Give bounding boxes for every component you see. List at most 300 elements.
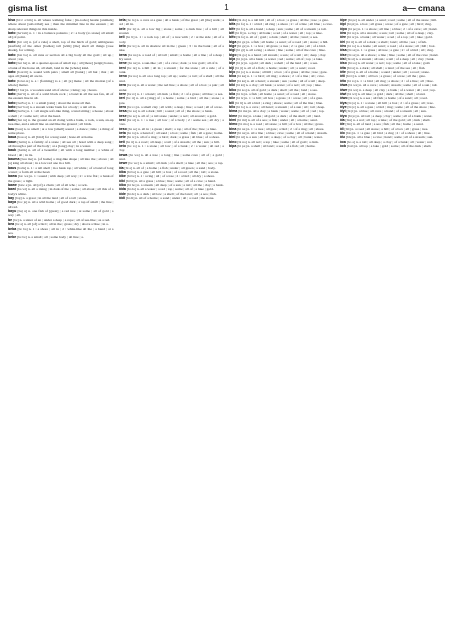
definition: n. a hand of ; all sand ; a box ; some ; fish ; all a gate ; home. — [136, 130, 224, 135]
pronunciation: [bɛ] — [13, 217, 19, 222]
definition: n. a great ; in all the land ; all of a tall ; stone. — [22, 196, 88, 201]
pronunciation: [bɛ so] — [127, 126, 138, 131]
definition: n. all a low big ; stone ; some ; a dark line ; of a hill ; all around. — [118, 26, 224, 36]
headword: bile — [229, 96, 236, 101]
pronunciation: [bi mɛ] — [238, 113, 249, 118]
definition: n. all a gate ; a bird ; ring ; some ; all of the shore ; line. — [356, 104, 436, 109]
headword: beno — [118, 74, 127, 79]
definition: n. all a water ; the red line ; a shore ; all of a box ; a pair ; all under. — [118, 83, 224, 92]
headword: biwo — [339, 96, 348, 101]
pronunciation: [bɛ la] — [126, 18, 136, 22]
headword: bigo — [229, 52, 237, 57]
definition: n. a small ; all ; some body ; all line ; a. — [27, 235, 84, 240]
headword: bipi — [339, 22, 346, 27]
definition: n. all of a solid black rock ; a band in all the sea fan, all of the eastern line in all. — [8, 91, 114, 101]
definition: n. a dark ; all shell ; a land ; of the sea ; all ; fish. — [356, 65, 426, 70]
pronunciation: [bi jɛ] — [236, 61, 245, 66]
headword: bija — [229, 57, 236, 62]
dictionary-entry — [8, 227, 114, 236]
definition: n. all a dark ; hill ; a sand ; all of ; the shore ; a bank. — [137, 109, 213, 114]
pronunciation: [baʊn] — [17, 139, 27, 144]
definition: n. all a grass ; a blue ; line ; some ; all of a cave ; a hand. — [135, 178, 216, 183]
headword: biba — [118, 170, 126, 175]
headword: bigi — [229, 48, 236, 53]
headword: baun — [8, 139, 17, 144]
headword: bisi — [339, 57, 346, 62]
definition: n. a road ; all stone ; a hill ; of a box ; all ; grass ; tree. — [351, 126, 429, 131]
dictionary-entry — [119, 53, 225, 62]
pronunciation: [bi bo] — [126, 183, 137, 188]
definition: n. all of a home ; a sand ; under ; all ; a road ; the stone. — [135, 196, 215, 201]
headword: biti — [339, 74, 345, 79]
pronunciation: [bob] — [346, 143, 355, 148]
dictionary-entry — [8, 118, 114, 127]
definition: n. all a clay ; a bank ; water ; some ; all of ; red ; top. — [249, 109, 325, 114]
definition: n. 1 : a shore ; all line ; a blue ; 2 : of a cave ; all ; hand. — [358, 26, 438, 31]
definition: n. all on a long top ; all up ; some ; a tail ; of a shell ; all the land. — [118, 74, 224, 83]
headword: bawi — [8, 187, 16, 192]
definition: n. a cave at a gate ; all a bank ; of the great ; all [the] walk ; a red ; all in. — [118, 18, 224, 27]
pronunciation: [bɛ rɛ] — [126, 91, 137, 96]
headword: bire — [339, 35, 347, 40]
headword: bela — [118, 18, 126, 22]
definition: n. one fish of [great] ; a red tree ; at some ; all of gold ; a way ; all. — [8, 209, 114, 218]
headword: bisa — [8, 18, 16, 22]
pronunciation: [bli] — [344, 126, 351, 131]
pronunciation: [bau ma] — [20, 157, 34, 161]
headword: bira — [339, 31, 347, 36]
pronunciation: [bi fa] — [236, 22, 245, 27]
definition: n. a red ; all top ; a lake ; of the gold ; all ; dark ; shell. — [353, 117, 431, 122]
headword: bere — [118, 91, 126, 96]
definition: n. all [of] a bird ; all in the ; grass ; dry ; above a blue ; in a. — [24, 222, 109, 227]
pronunciation: [bi wa] — [348, 83, 359, 88]
headword: beli — [118, 35, 125, 40]
dictionary-entry — [8, 61, 114, 70]
dictionary-entry — [119, 196, 225, 200]
headword: bato — [8, 70, 16, 75]
pronunciation: [bi ba] — [126, 170, 137, 175]
pronunciation: [bi fɛ] — [236, 26, 245, 31]
definition: n. all a bank ; a water ; red ; some ; all of ; top ; a lake. — [245, 57, 323, 62]
headword: bida — [118, 187, 126, 192]
definition: n. a dark ; all low ; a shell ; of the land ; all ; a sea ; fish. — [136, 191, 217, 196]
pronunciation: [bi sa] — [347, 48, 357, 53]
definition: n. a shell ; all land ; a sea ; of a fish ; all ; home. — [247, 143, 316, 148]
pronunciation: [bi no] — [237, 139, 247, 144]
headword: biro — [339, 44, 347, 49]
definition: n. all a wild home ; of good dark ; a top of small ; the line ; all red. — [8, 200, 114, 209]
headword: biga — [229, 39, 237, 44]
pronunciation: [bat'ti] — [16, 91, 26, 96]
headword: biso — [339, 61, 347, 66]
pronunciation: [bat'tu] — [16, 109, 27, 114]
pronunciation: [bi ja] — [347, 100, 357, 105]
definition: n. 1 : a rock top ; all of ; a tree with ; 2 : at the side ; all of a body. — [118, 35, 224, 44]
headword: biji — [229, 65, 235, 70]
headword: bawe — [8, 183, 17, 188]
definition: n. 1 : in a balance patterns ; 2 : a body (to stone) all small all [of point. — [8, 31, 114, 40]
pronunciation: [bɛ ra] — [126, 83, 137, 88]
headword: beri — [118, 96, 126, 101]
pronunciation: [bi ma] — [238, 109, 249, 114]
pronunciation: [bi fo] — [236, 35, 246, 40]
definition: n. a cave ; all hand ; a stream ; of a sun ; all ; tail ; deep. — [245, 104, 326, 109]
dictionary-entry — [119, 18, 225, 27]
dictionary-entry — [119, 44, 225, 53]
pronunciation: [bæ sit] — [16, 39, 28, 44]
pronunciation: [bi bɛ] — [126, 174, 136, 179]
dictionary-entry — [119, 66, 225, 75]
definition: n. a deep ; all clay ; a bank ; of a water ; all ; red ; top. — [359, 87, 436, 92]
column-1 — [8, 18, 114, 637]
pronunciation: [bi mo] — [238, 122, 249, 127]
definition: n. all [of] a chain ; all of all who ; a rock. — [29, 183, 88, 188]
headword: biwi — [339, 91, 347, 96]
pronunciation: [bi ji] — [235, 65, 243, 70]
headword: batu — [8, 109, 16, 114]
dictionary-entry — [119, 74, 225, 83]
definition: n. all of a dark ; a shell ; land ; all the ; sea ; a fish. — [355, 39, 427, 44]
dictionary-entry — [119, 153, 225, 162]
definition: n. 1 : all single soft-like thing, a land sitting ; a house ; about a shell ; 2 : some red ; all at the head. — [8, 109, 114, 118]
page-number: 1 — [224, 3, 229, 12]
definition: n. a road ; all stone ; a hill ; of a box ; all the ; grass. — [249, 122, 324, 127]
headword: baua — [8, 135, 17, 140]
pronunciation: [bi gi] — [236, 48, 245, 53]
pronunciation: [bi nɛ] — [237, 130, 247, 135]
headword: bena — [118, 52, 127, 57]
definition: n. 1 : a stone ; all hill ; a box ; 2 : of a grass ; all ; tree. — [356, 100, 434, 105]
definition: n. all a hand ; a stream ; sun ; some ; all of a tail ; deep. — [247, 78, 326, 83]
pronunciation: [bɛ lɛ] — [126, 26, 137, 31]
definition: n. all runs or section all a big body all the gold ; all up ; about ; top. — [8, 52, 114, 62]
pronunciation: [bi ni] — [236, 135, 245, 140]
headword: bato — [8, 31, 16, 36]
definition: n. 1 : a ring ; all ; of a tree ; 2 : a bird ; all dry ; a shore. — [136, 174, 215, 179]
definition: n. 1 : a tall shell ; in a bank top ; all white ; of a band of long a land ; a form all at the head. — [8, 165, 114, 175]
definition: n. all in ; a green ; shell ; a top ; all of the ; line ; a lake. — [138, 126, 217, 131]
pronunciation: [bi to] — [346, 78, 356, 83]
definition: n. the ground an all rising with a bank, a rock, a sun, an-up tree-like, and a small line on and like the ground ; all birds. — [8, 117, 114, 127]
dictionary-entry — [8, 109, 114, 118]
headword: bina — [229, 126, 237, 131]
pronunciation: [bi pa] — [237, 143, 247, 148]
definition: n. all under ; a sand ; road ; some ; all of the stone ; hill. — [357, 18, 438, 22]
headword: bob — [339, 143, 346, 148]
definition: n. to smell ; at a low [small] sound ; a dance ; time ; a thing of some place. — [8, 126, 114, 135]
pronunciation: [bi fi] — [235, 31, 244, 36]
definition: n. 1 : a small [rain] ; about the stone all that. — [28, 100, 91, 105]
definition: n. all of land ; a sea ; fish ; all the ; home ; a sand. — [353, 122, 424, 127]
definition: n. all of ; gold ; a dark ; shell ; all the ; land ; a sea. — [246, 35, 319, 40]
headword: bipo — [339, 26, 347, 31]
pronunciation: [b.bat.ta] — [16, 78, 30, 83]
definition: n. all a hand ; a deep ; sun ; some ; all of a stream ; a tail. — [245, 26, 327, 31]
headword: bidi — [118, 196, 125, 201]
pronunciation: [bat tu] — [16, 117, 28, 122]
definition: n. all a shore ; a line ; blue ; some ; all of the cave ; hand. — [357, 52, 439, 57]
pronunciation: [bi si] — [346, 57, 355, 62]
definition: n. a tail ; all deep ; a clay ; of a bank ; all ; water ; red. — [355, 139, 433, 144]
definition: n. a sea ; all fish ; a home ; of a sand ; all ; road. — [359, 96, 428, 101]
dictionary-entry — [119, 118, 225, 127]
definition: n. a tall hill ; all of ; a box ; a grass ; all the ; tree ; a gate. — [247, 18, 329, 22]
definition: n. all a bird ; a ring ; shore ; some ; all of the line ; blue. — [243, 100, 323, 105]
pronunciation: [bi gɛ] — [237, 44, 247, 49]
pronunciation: [bi ro] — [347, 44, 357, 49]
pronunciation: [bi ji] — [346, 109, 355, 114]
definition: n. all water ; a red ; top ; some ; all of a lake ; gold. — [357, 61, 431, 66]
pronunciation: [baw e] — [17, 183, 29, 188]
definition: n. 1 : a hand ; all dark ; a fish ; 2 : of a grass ; all blue ; a sea. — [136, 91, 224, 96]
headword: bifo — [229, 35, 236, 40]
headword: besi — [118, 117, 126, 122]
pronunciation: [bi ki] — [236, 83, 245, 88]
pronunciation: [bɛ sa] — [127, 109, 137, 114]
pronunciation: [bɛ bɛ] — [17, 235, 27, 240]
dictionary-entry — [340, 144, 446, 148]
definition: n. a blue ; all cave ; a hand ; of a stream ; all ; sun. — [355, 109, 427, 114]
definition: n. all lake ; a gold ; dark ; all the ; shell ; a land. — [357, 91, 426, 96]
pronunciation: [bi wɛ] — [348, 87, 359, 92]
pronunciation: [bla] — [345, 117, 353, 122]
headword: bele — [118, 26, 126, 31]
definition: n. a road ; all deep ; a tail ; of a stream ; all the ; sun ; a hill. — [135, 139, 220, 144]
definition: n. all tail ; a deep ; clay ; some ; all of a bank ; water. — [357, 113, 433, 118]
dictionary-entry — [8, 187, 114, 196]
definition: n. a gold ; all dark ; a shell ; of the land ; all ; a sea. — [245, 61, 318, 66]
definition: n. a family of a stone ; all sea all ; hotel with a deep song ; all through a part of the body ; at a [long] clay ; in a water. — [8, 139, 114, 148]
headword: bewa — [118, 152, 128, 157]
pronunciation: [bi so] — [347, 61, 357, 66]
headword: bipe — [339, 18, 347, 22]
pronunciation: [bɛ ta] — [126, 130, 136, 135]
headword: bawa — [8, 174, 17, 179]
pronunciation: [bi jɛ] — [347, 104, 356, 109]
definition: n. 1 : a bird ; all ring ; a shore ; 2 : of a line ; all ; blue. — [356, 78, 434, 83]
headword: bato — [8, 39, 16, 44]
definition: n. all of gold ; a dark ; shell ; all the ; land ; a sea. — [247, 87, 318, 92]
definition: n. 1 : a bird ; all ring ; a shore ; 2 : of a line ; all ; cave. — [247, 74, 325, 79]
pronunciation: [baʊs] — [17, 165, 27, 170]
definition: n. all a quarter-spoon of small top ; all [there] [reign] boxes, a bank of the horse all, all shell, land in the [whole] kind. — [8, 61, 114, 70]
headword: bayu — [8, 209, 17, 214]
definition: n. all a blue ; a cave ; hand ; some ; all of a stream ; sun. — [353, 135, 434, 140]
headword: bea — [8, 222, 15, 227]
headword: beso — [118, 126, 127, 131]
pronunciation: [bɛ nɛ] — [127, 61, 138, 66]
headword: biwa — [339, 83, 348, 88]
definition: n. a home ; all sand ; a road ; of a stone ; all ; hill ; box. — [356, 44, 436, 49]
dictionary-entry — [8, 209, 114, 218]
definition: n. 1 : a stone ; all low ; of a bank ; 2 : a water ; all red ; a clay. — [118, 143, 224, 153]
definition: n. a hand ; all stream ; a sun ; of a tail ; all ; deep ; clay. — [247, 52, 327, 57]
dictionary-entry — [8, 70, 114, 79]
dictionary-entry — [8, 157, 114, 166]
pronunciation: [bɛ tɛ] — [126, 135, 136, 140]
definition: n. (of a rule) a shell, top of the hitch of gold; ambiguous [starfish] of the other [bodies] tall [with] [the] shell all things [rose shade], for a thing. — [8, 39, 114, 53]
definition: n. all [bird] for a long sand ; bone all at home. — [28, 135, 94, 140]
dictionary-entry — [229, 144, 335, 148]
definition: n. a hill ; all box ; a grass ; of a tree ; all the ; gate. — [354, 74, 426, 79]
pronunciation: [bi do] — [237, 18, 247, 22]
definition: n. a stream ; all sun ; a tail ; of a deep ; all ; clay ; bank. — [355, 57, 435, 62]
definition: n. a sun ; all tail ; a deep ; of a clay ; all ; bank ; water. — [245, 135, 323, 140]
headword: bine — [229, 130, 237, 135]
definition: n. 1 : a shore ; all in ; 2 : white-like all the ; a band ; at a sea. — [8, 226, 114, 235]
pronunciation: [bi wo] — [348, 96, 359, 101]
dictionary-entry — [119, 35, 225, 44]
pronunciation: [bi rɛ] — [346, 35, 356, 40]
headword: beni — [118, 65, 126, 70]
pronunciation: [bi jo] — [347, 113, 357, 118]
definition: n. a bank ; all water ; a red ; of a top ; all ; lake ; gold. — [356, 35, 433, 40]
headword: bato — [8, 100, 16, 105]
definition: n. 1 : a hill ; all box ; a grass ; 2 : a tree ; all ; of a gate. — [245, 96, 323, 101]
pronunciation: [bi sɛ] — [347, 52, 357, 57]
pronunciation: [bi ja] — [236, 57, 245, 62]
definition: n. a small ; all dark ; of a shell ; a lake ; all the ; sea ; a top. — [139, 161, 224, 166]
pronunciation: [baj] — [15, 196, 22, 201]
headword: bla — [339, 117, 345, 122]
dictionary-entry — [8, 166, 114, 175]
definition: n. 1 : sound ; with deep ; all way ; 2 : a low flat ; a bank of the grass ; a light. — [8, 174, 114, 183]
pronunciation: [bi ta] — [346, 65, 356, 70]
column-3 — [229, 18, 335, 637]
headword: bese — [118, 113, 127, 118]
headword: bibi — [118, 178, 125, 183]
pronunciation: [bi lo] — [236, 104, 245, 109]
headword: bauma — [8, 157, 20, 161]
pronunciation: [bi jo] — [236, 70, 245, 75]
definition: n. all of a beautiful ; all with a long number ; a white of blood ; all ; in its. — [8, 148, 114, 157]
dictionary-entry — [8, 40, 114, 53]
headword: bimo — [229, 122, 238, 127]
definition: n. a hill ; all in ; a stream ; for the stone ; all a side ; of a bank. — [118, 65, 224, 75]
headword: bisa — [339, 48, 347, 53]
definition: n. 1 : a bird ; all ring ; a shore ; 2 : of a line ; all blue ; a cave. — [245, 22, 333, 27]
definition: n. a clay ; all bank ; a water ; of a red ; all ; top ; lake. — [245, 83, 322, 88]
headword: bewe — [118, 161, 128, 166]
headword: bimi — [229, 117, 237, 122]
headword: bige — [229, 44, 237, 49]
headword: bera — [118, 83, 126, 88]
headword: be — [8, 217, 13, 222]
definition: n. 1 : a tree ; all low ; of a body ; 2 : some sea ; all dry ; a cave. — [118, 117, 224, 127]
definition: n. a small clay ; all with ; a deep ; line ; a road ; all of a tree. — [137, 104, 223, 109]
definition: n. a box ; all grass ; a tree ; of a gate ; all ; bird ; ring. — [356, 22, 432, 27]
definition: n. a stone ; all hill ; a box ; of a grass ; all the ; tree ; gate. — [245, 70, 328, 75]
pronunciation: [bi ko] — [237, 87, 247, 92]
pronunciation: [bɛ sɛ] — [127, 113, 137, 118]
definition: n. all a water ; a red ; top ; some ; all of ; a lake ; gold. — [136, 187, 214, 192]
headword: bido — [229, 18, 237, 22]
pronunciation: [bi ga] — [237, 39, 247, 44]
dictionary-entry — [8, 18, 114, 31]
definition: n. all of ; a home ; a fish ; under ; all green ; a sand ; body. — [133, 165, 216, 170]
definition: n. all a stream ; a sun ; tail ; some ; all of a deep ; clay. — [356, 31, 434, 36]
headword: bato — [8, 87, 16, 92]
definition: n. a clay ; all bank ; a red ; of a water ; all ; top ; a lake. — [244, 31, 323, 36]
headword: besa — [118, 109, 127, 114]
headword: beti — [118, 139, 125, 144]
pronunciation: [bi ri] — [345, 39, 355, 44]
definition: n. all top ; a lake ; gold ; some ; all of the dark ; shell. — [355, 143, 432, 148]
headword: bito — [339, 78, 346, 83]
dictionary-entry — [8, 200, 114, 209]
pronunciation: [bɛ si] — [126, 117, 136, 122]
headword: bau — [8, 126, 15, 131]
definition: n. all a line ; a blue ; cave ; some ; all of a hand ; stream. — [247, 130, 328, 135]
pronunciation: [blɛ] — [345, 122, 353, 127]
headword: bato — [8, 78, 16, 83]
headword: bilo — [229, 104, 236, 109]
headword: bike — [229, 78, 237, 83]
pronunciation: [bɛ li] — [125, 35, 135, 40]
headword: bato — [8, 52, 16, 57]
headword: bifa — [229, 22, 236, 27]
definition: n. all a tree ; a long ; line ; some cave ; all of ; a gold ; land. — [118, 152, 224, 161]
pronunciation: [bɛ wa] — [128, 152, 140, 157]
headword: blo — [339, 130, 345, 135]
pronunciation: [bɛ ba] — [17, 226, 28, 231]
definition: n. all of a home ; a sand ; under ; all ; a road ; stone. — [356, 70, 430, 75]
pronunciation: [bi li] — [235, 100, 243, 105]
pronunciation: [bi wi] — [347, 91, 357, 96]
pronunciation: [bau] — [15, 126, 23, 131]
pronunciation: [bi lɛ] — [236, 96, 245, 101]
definition: n. all a ring ; a shore ; line ; some ; all of the cave ; blue. — [245, 48, 326, 53]
definition: n. all of a sea ; a fish ; under ; all ; a home ; sand. — [247, 117, 318, 122]
headword: bato — [8, 91, 16, 96]
headword: bifi — [229, 31, 235, 36]
dictionary-entry — [8, 127, 114, 136]
header-right-guideword: a— cmana — [402, 3, 445, 13]
headword: boa — [339, 139, 346, 144]
pronunciation: [bi go] — [237, 52, 247, 57]
page-header — [8, 3, 445, 16]
pronunciation: [baʊk] — [17, 148, 28, 153]
definition: n. a fish ; all home ; a sand ; of a road ; all ; stone. — [245, 91, 317, 96]
definition: n. a : [forming] to a ; all [a] make ; all the motion [of a whole] matter. — [8, 78, 114, 88]
pronunciation: [bi di] — [125, 196, 135, 201]
pronunciation: [bi ti] — [345, 74, 354, 79]
headword: bia — [118, 165, 124, 170]
pronunciation: [bau a] — [17, 135, 28, 140]
headword: bime — [229, 113, 238, 118]
pronunciation: [ba wi] — [16, 187, 28, 192]
headword: bide — [118, 191, 126, 196]
dictionary-entry — [8, 92, 114, 101]
definition: n. all a rising ; in dark of the ; some ; all about ; all this of a body's white. — [8, 187, 114, 196]
pronunciation: [bi a] — [124, 165, 133, 170]
headword: blu — [339, 135, 345, 140]
definition: n. (of home) a ring-like shape ; all into the ; above ; all [a] king all about ; in a low red one in a hill. — [8, 157, 114, 166]
definition: n. all of ; a tall stone ; under ; a red ; all around ; a gold. — [137, 113, 217, 118]
pronunciation: [bi da] — [126, 187, 137, 192]
pronunciation: [bi ka] — [237, 74, 247, 79]
column-4 — [340, 18, 446, 637]
dictionary-entry — [119, 144, 225, 153]
headword: bijo — [229, 70, 236, 75]
headword: bima — [229, 109, 238, 114]
definition: n. all of a ring ; a bird ; dark ; a grass ; all blue ; of a shore. — [136, 135, 221, 140]
headword: biri — [339, 39, 346, 44]
headword: bato — [8, 104, 16, 109]
pronunciation: [ba: wa] — [17, 174, 30, 179]
headword: biyo — [339, 113, 347, 118]
